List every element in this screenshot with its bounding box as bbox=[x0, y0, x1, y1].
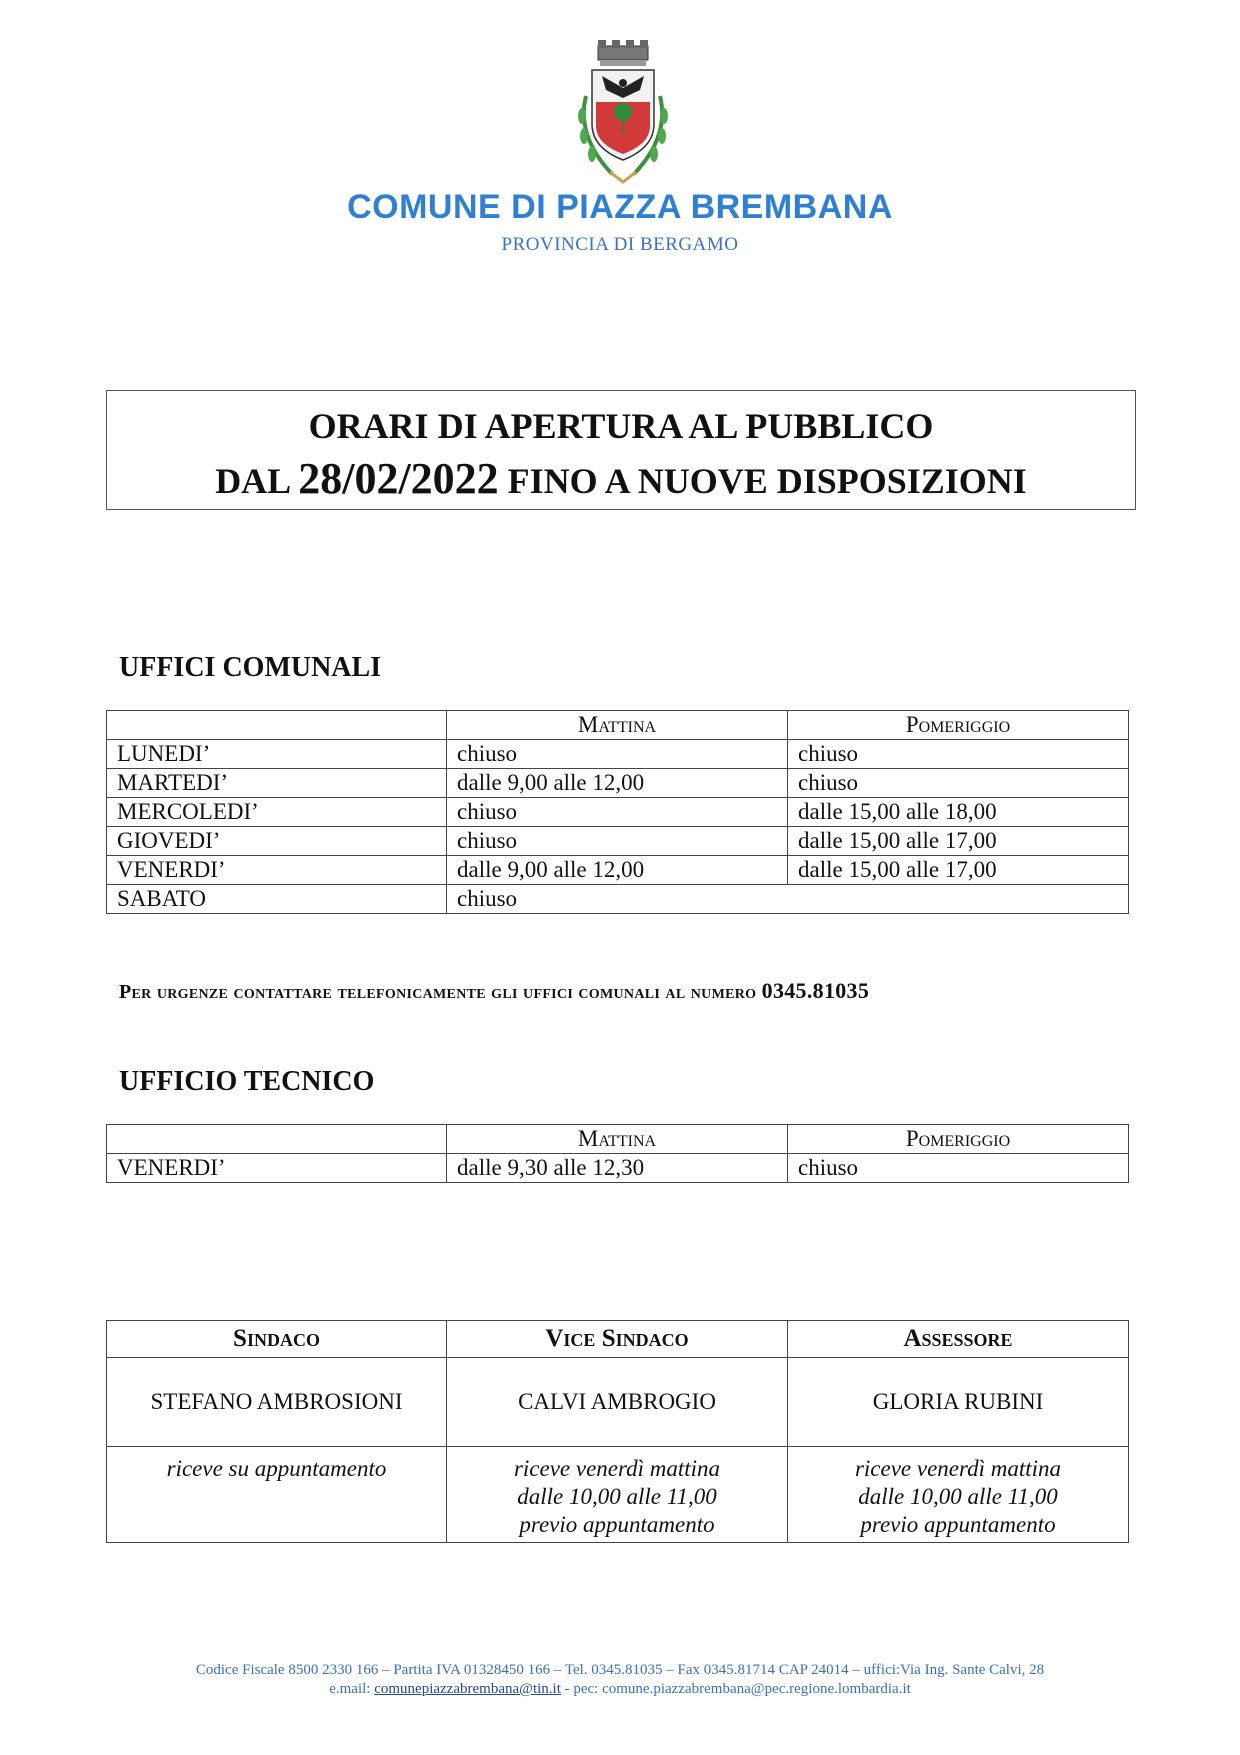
morning-cell: dalle 9,00 alle 12,00 bbox=[447, 769, 788, 798]
day-cell: VENERDI’ bbox=[107, 856, 447, 885]
official-role: Sindaco bbox=[107, 1321, 447, 1358]
title-line-1: ORARI DI APERTURA AL PUBBLICO bbox=[308, 406, 934, 446]
table-header-cell bbox=[107, 711, 447, 740]
footer-pec: - pec: comune.piazzabrembana@pec.regione.lombardia.it bbox=[560, 1681, 911, 1697]
title-date: 28/02/2022 bbox=[298, 454, 499, 503]
official-name: CALVI AMBROGIO bbox=[447, 1358, 788, 1447]
officials-note-row bbox=[107, 1447, 1129, 1543]
email-link[interactable]: comunepiazzabrembana@tin.it bbox=[374, 1681, 561, 1697]
ufficio-tecnico-table bbox=[106, 1124, 1129, 1183]
afternoon-cell: chiuso bbox=[788, 769, 1129, 798]
official-note-line: previo appuntamento bbox=[860, 1512, 1056, 1537]
title-suffix: FINO A NUOVE DISPOSIZIONI bbox=[498, 461, 1027, 501]
table-header-cell: Mattina bbox=[447, 711, 788, 740]
footer-fiscal-info: Codice Fiscale 8500 2330 166 – Partita IVA 01328450 166 – Tel. 0345.81035 – Fax 0345.81714 CAP 24014 – uffici:Via Ing. Sante Calvi, 28 bbox=[195, 1662, 1045, 1678]
table-header-cell: Mattina bbox=[447, 1125, 788, 1154]
official-note bbox=[788, 1447, 1129, 1543]
footer-email-label: e.mail: bbox=[329, 1681, 375, 1697]
table-row bbox=[107, 740, 1129, 769]
table-row bbox=[107, 827, 1129, 856]
morning-cell: dalle 9,30 alle 12,30 bbox=[447, 1154, 788, 1183]
official-note-line: dalle 10,00 alle 11,00 bbox=[858, 1484, 1058, 1509]
day-cell: MERCOLEDI’ bbox=[107, 798, 447, 827]
day-cell: GIOVEDI’ bbox=[107, 827, 447, 856]
afternoon-cell: dalle 15,00 alle 18,00 bbox=[788, 798, 1129, 827]
title-box bbox=[106, 390, 1136, 510]
official-name: GLORIA RUBINI bbox=[788, 1358, 1129, 1447]
uffici-comunali-table bbox=[106, 710, 1129, 914]
morning-cell: chiuso bbox=[447, 740, 788, 769]
official-role: Assessore bbox=[788, 1321, 1129, 1358]
official-note-line: previo appuntamento bbox=[519, 1512, 715, 1537]
officials-table bbox=[106, 1320, 1129, 1543]
afternoon-cell: chiuso bbox=[788, 740, 1129, 769]
official-role: Vice Sindaco bbox=[447, 1321, 788, 1358]
municipal-crest-icon bbox=[562, 36, 684, 186]
official-note bbox=[107, 1447, 447, 1543]
table-header-row bbox=[107, 711, 1129, 740]
day-cell: SABATO bbox=[107, 885, 447, 914]
urgent-contact-note bbox=[119, 978, 869, 1004]
day-cell: VENERDI’ bbox=[107, 1154, 447, 1183]
title-line-2 bbox=[107, 453, 1135, 504]
day-cell: LUNEDI’ bbox=[107, 740, 447, 769]
table-row bbox=[107, 856, 1129, 885]
table-header-row bbox=[107, 1125, 1129, 1154]
table-header-cell bbox=[107, 1125, 447, 1154]
table-header-cell: Pomeriggio bbox=[788, 1125, 1129, 1154]
municipality-name: COMUNE DI PIAZZA BREMBANA bbox=[347, 188, 893, 226]
morning-cell: dalle 9,00 alle 12,00 bbox=[447, 856, 788, 885]
table-row bbox=[107, 1154, 1129, 1183]
title-prefix: DAL bbox=[215, 461, 299, 501]
morning-cell: chiuso bbox=[447, 885, 1129, 914]
morning-cell: chiuso bbox=[447, 827, 788, 856]
urgent-phone-number: 0345.81035 bbox=[761, 978, 870, 1003]
footer-contacts bbox=[0, 1681, 1240, 1698]
table-row bbox=[107, 798, 1129, 827]
officials-header-row bbox=[107, 1321, 1129, 1358]
official-note-line: dalle 10,00 alle 11,00 bbox=[517, 1484, 717, 1509]
afternoon-cell: chiuso bbox=[788, 1154, 1129, 1183]
urgent-contact-text: Per urgenze contattare telefonicamente gli uffici comunali al numero bbox=[119, 981, 762, 1003]
morning-cell: chiuso bbox=[447, 798, 788, 827]
table-row bbox=[107, 769, 1129, 798]
official-note-line: riceve venerdì mattina bbox=[854, 1456, 1062, 1481]
province-name: PROVINCIA DI BERGAMO bbox=[501, 234, 739, 255]
afternoon-cell: dalle 15,00 alle 17,00 bbox=[788, 827, 1129, 856]
officials-name-row bbox=[107, 1358, 1129, 1447]
afternoon-cell: dalle 15,00 alle 17,00 bbox=[788, 856, 1129, 885]
section-title-uffici-comunali: UFFICI COMUNALI bbox=[119, 652, 382, 683]
official-note-line: riceve venerdì mattina bbox=[513, 1456, 721, 1481]
table-header-cell: Pomeriggio bbox=[788, 711, 1129, 740]
official-name: STEFANO AMBROSIONI bbox=[107, 1358, 447, 1447]
official-note bbox=[447, 1447, 788, 1543]
day-cell: MARTEDI’ bbox=[107, 769, 447, 798]
section-title-ufficio-tecnico: UFFICIO TECNICO bbox=[119, 1066, 375, 1097]
table-row bbox=[107, 885, 1129, 914]
official-note-line: riceve su appuntamento bbox=[166, 1456, 387, 1481]
